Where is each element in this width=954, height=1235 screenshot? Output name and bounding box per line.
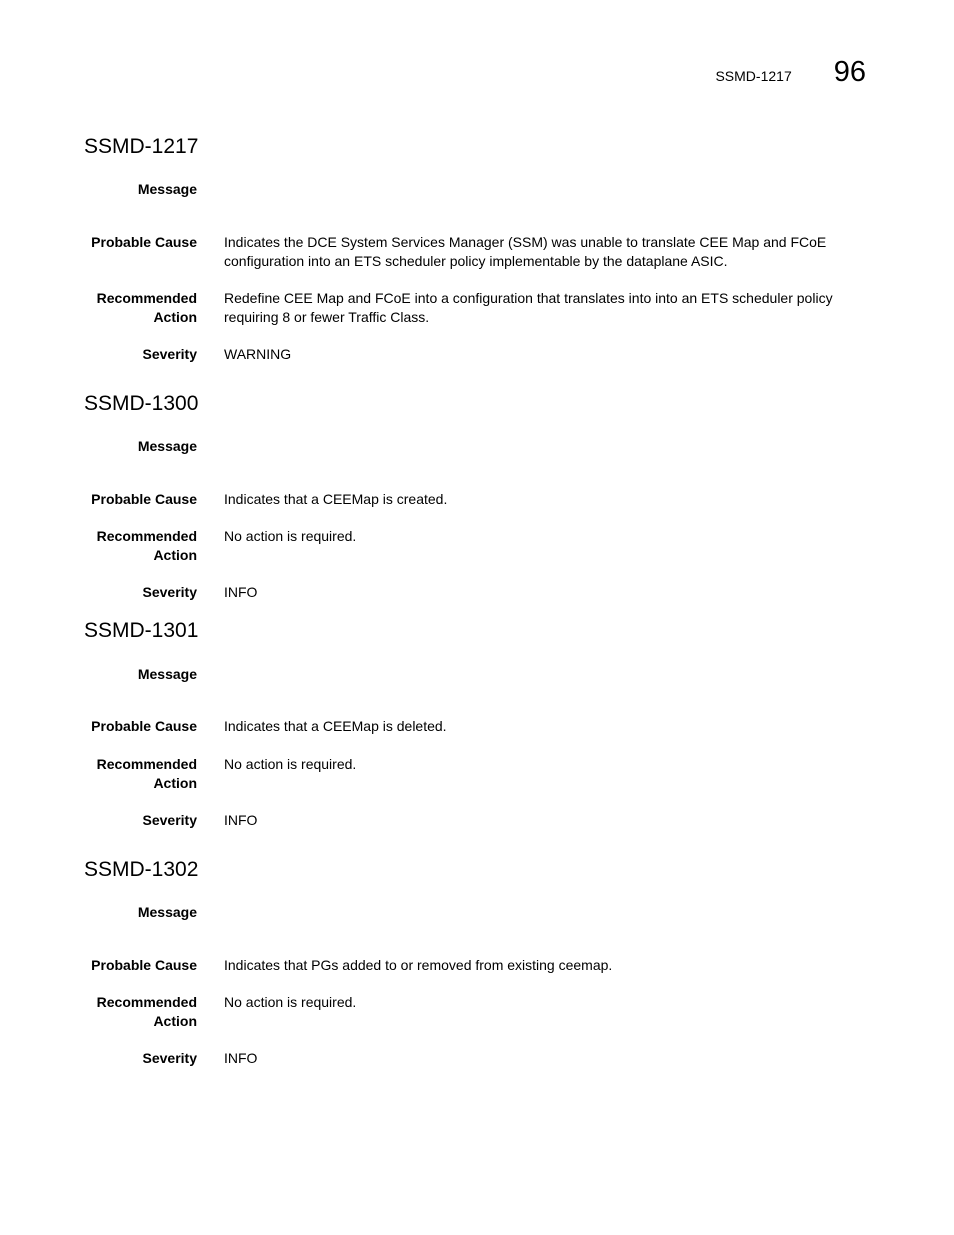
probable-cause-value: Indicates the DCE System Services Manager (SSM) was unable to translate CEE Map and FCoE configuration into an ETS scheduler policy implementable by the dataplane ASIC. [224,234,827,269]
recommended-label-line1: Recommended [96,756,197,772]
entry-title: SSMD-1302 [84,858,199,881]
message-label: Message [137,904,197,920]
probable-cause-value: Indicates that a CEEMap is created. [224,491,448,507]
running-header [715,56,866,89]
recommended-action-label [84,993,197,1031]
severity-label: Severity [142,1050,197,1066]
recommended-label-line1: Recommended [96,528,197,544]
message-label: Message [137,438,197,454]
severity-value: INFO [224,1050,258,1066]
probable-cause-label: Probable Cause [91,718,197,734]
recommended-action-value: Redefine CEE Map and FCoE into a configuration that translates into into an ETS scheduler policy requiring 8 or fewer Traffic Class. [224,290,833,325]
recommended-action-label [84,755,197,793]
severity-value: INFO [224,812,258,828]
recommended-label-line2: Action [153,547,197,563]
chapter-number: 96 [833,56,866,88]
recommended-action-label [84,527,197,565]
recommended-label-line2: Action [153,775,197,791]
recommended-label-line2: Action [153,309,197,325]
entry-title: SSMD-1300 [84,392,199,415]
recommended-action-value: No action is required. [224,528,357,544]
message-label: Message [137,666,197,682]
severity-value: INFO [224,584,258,600]
recommended-label-line1: Recommended [96,290,197,306]
recommended-label-line1: Recommended [96,994,197,1010]
message-entry [84,389,874,600]
severity-label: Severity [142,346,197,362]
recommended-action-value: No action is required. [224,756,357,772]
probable-cause-label: Probable Cause [91,234,197,250]
entry-title: SSMD-1217 [84,135,199,158]
recommended-label-line2: Action [153,1013,197,1029]
recommended-action-label [84,289,197,327]
entry-title: SSMD-1301 [84,619,199,642]
severity-label: Severity [142,812,197,828]
severity-value: WARNING [224,346,292,362]
probable-cause-value: Indicates that a CEEMap is deleted. [224,718,447,734]
probable-cause-label: Probable Cause [91,957,197,973]
message-entry [84,855,874,1066]
probable-cause-label: Probable Cause [91,491,197,507]
message-entry [84,616,874,828]
message-label: Message [137,181,197,197]
severity-label: Severity [142,584,197,600]
message-entry [84,132,874,362]
probable-cause-value: Indicates that PGs added to or removed from existing ceemap. [224,957,613,973]
recommended-action-value: No action is required. [224,994,357,1010]
running-header-section-ref: SSMD-1217 [715,68,792,84]
